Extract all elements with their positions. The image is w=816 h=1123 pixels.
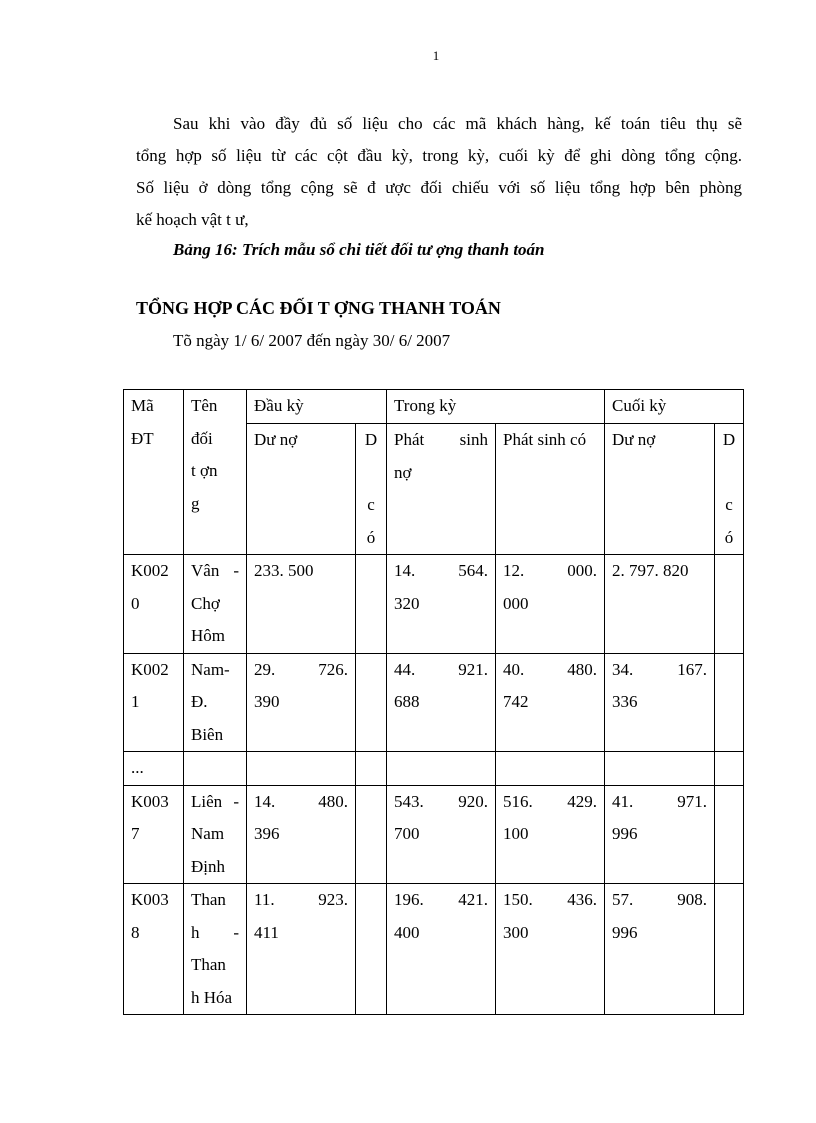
table-row [124, 752, 744, 786]
table-row [124, 555, 744, 654]
table-row [124, 785, 744, 884]
header-dau-ky: Đầu kỳ [247, 390, 387, 424]
cell-du-co-cuoi [715, 785, 744, 884]
header-trong-ky: Trong kỳ [387, 390, 605, 424]
cell-du-co-cuoi [715, 653, 744, 752]
cell-ma: K003 8 [124, 884, 184, 1015]
ledger-table [123, 389, 744, 1015]
header-ten-doi-tuong: Tên đối t ợn g [184, 390, 247, 555]
cell-du-no-dau [247, 752, 356, 786]
cell-ten: Liên - Nam Định [184, 785, 247, 884]
cell-du-co-cuoi [715, 752, 744, 786]
paragraph-line: kế hoạch vật t ư, [136, 210, 249, 229]
header-phat-sinh-no: Phát sinh nợ [387, 424, 496, 555]
cell-phat-sinh-no: 44. 921. 688 [387, 653, 496, 752]
cell-du-co-dau [356, 653, 387, 752]
header-du-no-dau: Dư nợ [247, 424, 356, 555]
paragraph-line: Sau khi vào đầy đủ số liệu cho các mã khách hàng, kế toán tiêu thụ sẽ [173, 114, 742, 133]
cell-du-no-cuoi: 34. 167. 336 [605, 653, 715, 752]
header-row [124, 390, 744, 424]
cell-ten: Nam- Đ. Biên [184, 653, 247, 752]
header-du-no-cuoi: Dư nợ [605, 424, 715, 555]
table-row [124, 884, 744, 1015]
cell-du-co-cuoi [715, 884, 744, 1015]
table-caption: Bảng 16: Trích mẫu sổ chi tiết đối tư ợng thanh toán [173, 240, 545, 259]
cell-phat-sinh-co [496, 752, 605, 786]
cell-phat-sinh-co: 516. 429. 100 [496, 785, 605, 884]
cell-du-co-dau [356, 555, 387, 654]
cell-du-no-dau: 29. 726. 390 [247, 653, 356, 752]
table-row [124, 653, 744, 752]
cell-ten [184, 752, 247, 786]
cell-ma: ... [124, 752, 184, 786]
section-heading: TỔNG HỢP CÁC ĐỐI T ỢNG THANH TOÁN [136, 298, 501, 318]
cell-du-no-cuoi: 41. 971. 996 [605, 785, 715, 884]
cell-phat-sinh-no: 543. 920. 700 [387, 785, 496, 884]
cell-phat-sinh-no: 14. 564. 320 [387, 555, 496, 654]
cell-ma: K002 1 [124, 653, 184, 752]
paragraph-line: tổng hợp số liệu từ các cột đầu kỳ, trong kỳ, cuối kỳ để ghi dòng tổng cộng. [136, 146, 742, 165]
cell-du-co-dau [356, 752, 387, 786]
cell-ten: Than h - Than h Hóa [184, 884, 247, 1015]
body-paragraph [136, 108, 742, 236]
cell-du-co-cuoi [715, 555, 744, 654]
cell-du-no-cuoi: 57. 908. 996 [605, 884, 715, 1015]
header-phat-sinh-co: Phát sinh có [496, 424, 605, 555]
header-du-co-dau: D c ó [356, 424, 387, 555]
header-du-co-cuoi: D c ó [715, 424, 744, 555]
cell-du-co-dau [356, 884, 387, 1015]
cell-du-co-dau [356, 785, 387, 884]
date-range: Tõ ngày 1/ 6/ 2007 đến ngày 30/ 6/ 2007 [173, 331, 451, 350]
cell-phat-sinh-co: 150. 436. 300 [496, 884, 605, 1015]
cell-du-no-dau: 14. 480. 396 [247, 785, 356, 884]
cell-phat-sinh-no [387, 752, 496, 786]
cell-phat-sinh-no: 196. 421. 400 [387, 884, 496, 1015]
cell-du-no-cuoi [605, 752, 715, 786]
cell-du-no-dau: 233. 500 [247, 555, 356, 654]
cell-du-no-cuoi: 2. 797. 820 [605, 555, 715, 654]
cell-du-no-dau: 11. 923. 411 [247, 884, 356, 1015]
header-ma-dt: Mã ĐT [124, 390, 184, 555]
cell-ma: K003 7 [124, 785, 184, 884]
cell-ten: Vân - Chợ Hôm [184, 555, 247, 654]
cell-phat-sinh-co: 40. 480. 742 [496, 653, 605, 752]
paragraph-line: Số liệu ở dòng tổng cộng sẽ đ ược đối chiếu với số liệu tổng hợp bên phòng [136, 178, 742, 197]
header-cuoi-ky: Cuối kỳ [605, 390, 744, 424]
page-number: 1 [432, 48, 440, 63]
cell-phat-sinh-co: 12. 000. 000 [496, 555, 605, 654]
cell-ma: K002 0 [124, 555, 184, 654]
